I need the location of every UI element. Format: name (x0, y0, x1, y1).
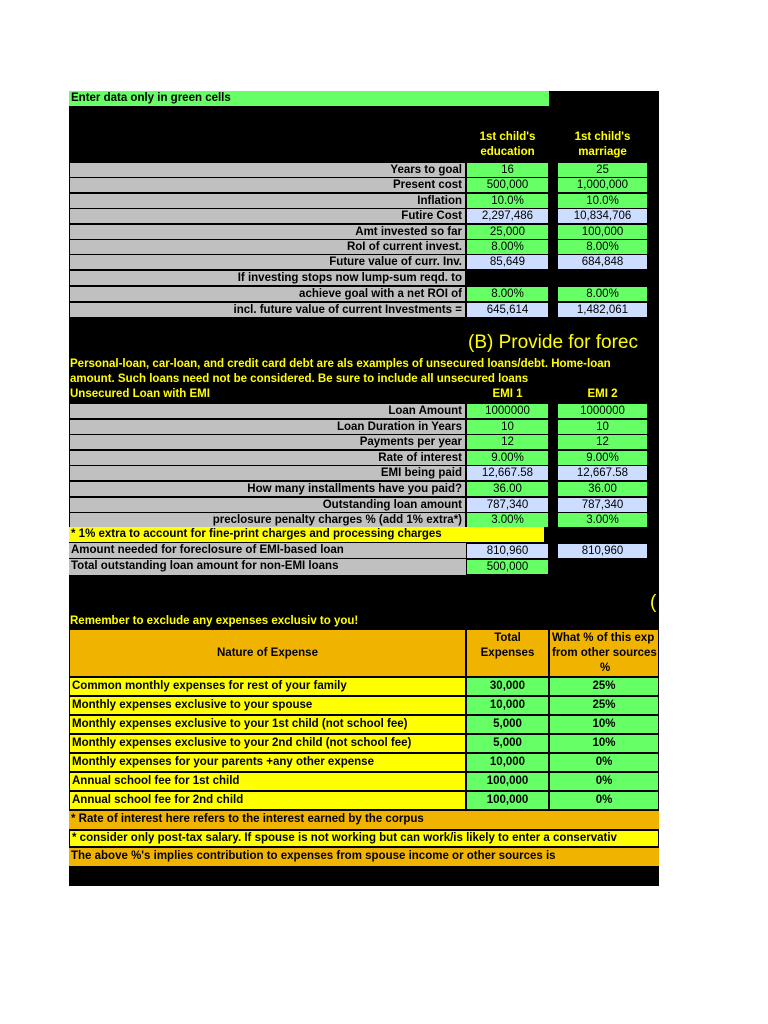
loan-row-label: Payments per year (69, 434, 466, 450)
expense-pct[interactable]: 0% (549, 791, 659, 810)
expense-row-label: Annual school fee for 1st child (69, 772, 466, 791)
loan-value-2[interactable]: 36.00 (557, 481, 648, 497)
goal-row-label: RoI of current invest. (69, 239, 466, 255)
lump-roi-1[interactable]: 8.00% (466, 286, 549, 302)
col-nature-header: Nature of Expense (69, 629, 466, 677)
incl-label: incl. future value of current Investments = (69, 302, 466, 318)
loan-value-1: 787,340 (466, 497, 549, 513)
note-salary: * consider only post-tax salary. If spouse is not working but can work/is likely to enter a conservativ (69, 830, 659, 847)
goal-row-label: Inflation (69, 193, 466, 209)
goal-value-1[interactable]: 8.00% (466, 239, 549, 255)
section-b-note-2: amount. Such loans need not be considered. Be sure to include all unsecured loans (70, 373, 529, 385)
expense-total[interactable]: 100,000 (466, 791, 549, 810)
expense-pct[interactable]: 0% (549, 772, 659, 791)
expense-pct[interactable]: 10% (549, 715, 659, 734)
goal-row-label: Futire Cost (69, 208, 466, 224)
expense-row-label: Monthly expenses exclusive to your 2nd child (not school fee) (69, 734, 466, 753)
section-b-footnote: * 1% extra to account for fine-print charges and processing charges (69, 527, 544, 542)
loan-value-2: 787,340 (557, 497, 648, 513)
loan-value-1[interactable]: 12 (466, 434, 549, 450)
expense-total[interactable]: 10,000 (466, 753, 549, 772)
section-b-note-1: Personal-loan, car-loan, and credit card debt are als examples of unsecured loans/debt. Home-loan (70, 358, 611, 370)
expense-total[interactable]: 100,000 (466, 772, 549, 791)
expense-row-label: Monthly expenses exclusive to your spouse (69, 696, 466, 715)
loan-row-label: EMI being paid (69, 465, 466, 481)
foreclosure-value-1: 810,960 (466, 543, 549, 559)
goal-col-header-1: 1st child's education (479, 131, 536, 158)
non-emi-value[interactable]: 500,000 (466, 559, 549, 575)
goal-value-1[interactable]: 16 (466, 162, 549, 178)
col-pct-header: What % of this exp from other sources % (549, 629, 659, 677)
loan-value-2[interactable]: 10 (557, 419, 648, 435)
goal-value-1[interactable]: 25,000 (466, 224, 549, 240)
expense-pct[interactable]: 25% (549, 677, 659, 696)
foreclosure-value-2: 810,960 (557, 543, 648, 559)
expense-row-label: Monthly expenses for your parents +any other expense (69, 753, 466, 772)
note-rate: * Rate of interest here refers to the interest earned by the corpus (69, 811, 659, 829)
incl-value-2: 1,482,061 (557, 302, 648, 318)
goal-row-label: Amt invested so far (69, 224, 466, 240)
goal-value-2[interactable]: 10.0% (557, 193, 648, 209)
goal-row-label: Future value of curr. Inv. (69, 254, 466, 270)
loan-value-2: 12,667.58 (557, 465, 648, 481)
goal-value-2: 684,848 (557, 254, 648, 270)
header-note: Enter data only in green cells (69, 91, 549, 106)
loan-value-1[interactable]: 9.00% (466, 450, 549, 466)
loan-row-label: Rate of interest (69, 450, 466, 466)
expense-total[interactable]: 5,000 (466, 715, 549, 734)
lump-label-2: achieve goal with a net ROI of (69, 286, 466, 302)
lump-roi-2[interactable]: 8.00% (557, 286, 648, 302)
goal-col-header-2: 1st child's marriage (574, 131, 631, 158)
note-pct: The above %'s implies contribution to expenses from spouse income or other sources is (69, 848, 659, 866)
loan-value-1[interactable]: 10 (466, 419, 549, 435)
loan-row-label: Loan Amount (69, 403, 466, 419)
goal-value-2[interactable]: 1,000,000 (557, 177, 648, 193)
loan-value-1[interactable]: 1000000 (466, 403, 549, 419)
expense-total[interactable]: 30,000 (466, 677, 549, 696)
non-emi-label: Total outstanding loan amount for non-EMI loans (69, 559, 466, 575)
loan-value-2[interactable]: 3.00% (557, 512, 648, 528)
expense-row-label: Annual school fee for 2nd child (69, 791, 466, 810)
goal-value-2[interactable]: 8.00% (557, 239, 648, 255)
loan-value-1: 12,667.58 (466, 465, 549, 481)
section-c-reminder: Remember to exclude any expenses exclusiv to you! (70, 615, 359, 627)
lump-label-1: If investing stops now lump-sum reqd. to (69, 270, 466, 286)
section-c-title-fragment: ( (650, 592, 657, 613)
emi-header-1: EMI 1 (492, 388, 523, 400)
expense-row-label: Common monthly expenses for rest of your family (69, 677, 466, 696)
goal-row-label: Present cost (69, 177, 466, 193)
expense-total[interactable]: 5,000 (466, 734, 549, 753)
expense-pct[interactable]: 25% (549, 696, 659, 715)
goal-value-1[interactable]: 10.0% (466, 193, 549, 209)
emi-header-2: EMI 2 (587, 388, 618, 400)
goal-value-1: 2,297,486 (466, 208, 549, 224)
expense-total[interactable]: 10,000 (466, 696, 549, 715)
expense-row-label: Monthly expenses exclusive to your 1st child (not school fee) (69, 715, 466, 734)
loan-value-2[interactable]: 9.00% (557, 450, 648, 466)
loan-value-2[interactable]: 1000000 (557, 403, 648, 419)
goal-value-2[interactable]: 25 (557, 162, 648, 178)
incl-value-1: 645,614 (466, 302, 549, 318)
loan-value-1[interactable]: 36.00 (466, 481, 549, 497)
loan-row-label: Loan Duration in Years (69, 419, 466, 435)
unsecured-loan-label: Unsecured Loan with EMI (70, 388, 210, 400)
loan-row-label: How many installments have you paid? (69, 481, 466, 497)
loan-row-label: preclosure penalty charges % (add 1% extra*) (69, 512, 466, 528)
goal-value-2: 10,834,706 (557, 208, 648, 224)
expense-pct[interactable]: 0% (549, 753, 659, 772)
col-total-header: Total Expenses (466, 629, 549, 677)
section-b-title: (B) Provide for forec (468, 332, 638, 353)
loan-value-2[interactable]: 12 (557, 434, 648, 450)
goal-value-2[interactable]: 100,000 (557, 224, 648, 240)
header-black-strip (549, 91, 659, 106)
loan-value-1[interactable]: 3.00% (466, 512, 549, 528)
foreclosure-label: Amount needed for foreclosure of EMI-based loan (69, 543, 466, 558)
goal-value-1: 85,649 (466, 254, 549, 270)
goal-row-label: Years to goal (69, 162, 466, 178)
loan-row-label: Outstanding loan amount (69, 497, 466, 513)
goal-value-1[interactable]: 500,000 (466, 177, 549, 193)
expense-pct[interactable]: 10% (549, 734, 659, 753)
